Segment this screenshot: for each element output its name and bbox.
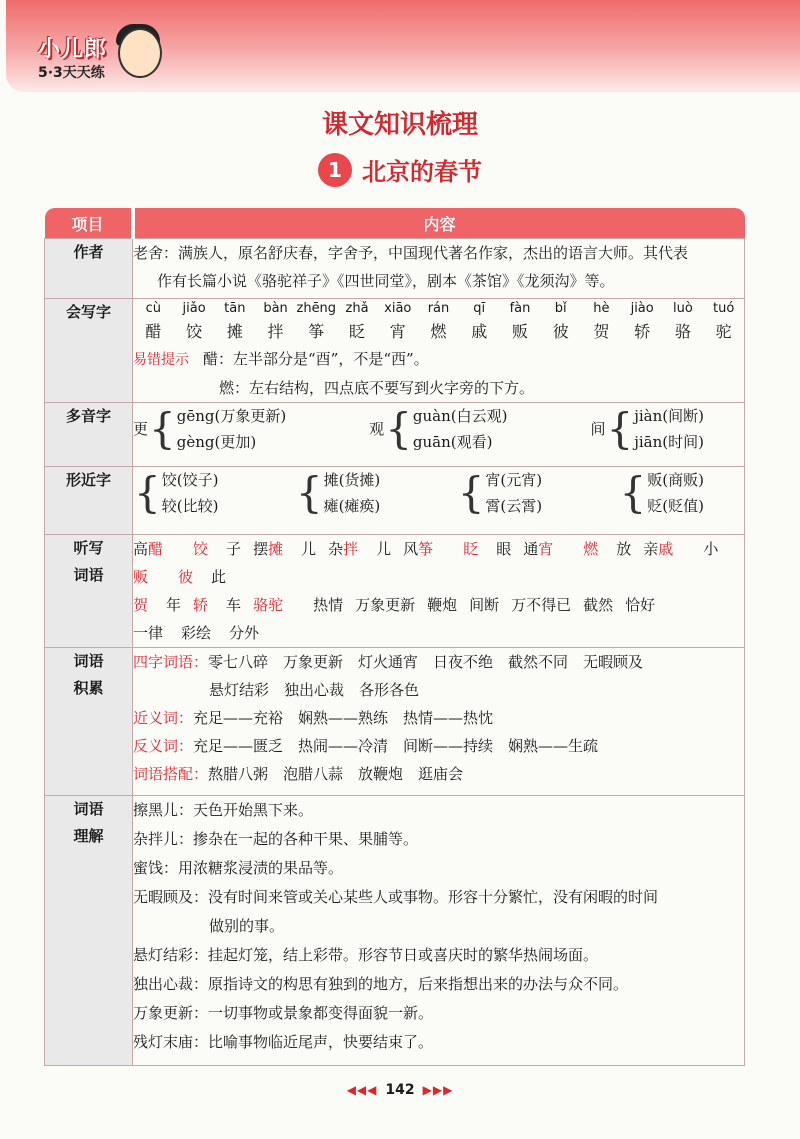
poly-group	[133, 403, 286, 455]
listen-char-highlight: 筝	[418, 540, 434, 558]
brace-icon: {	[619, 468, 647, 517]
four-text: 零七八碎 万象更新 灯火通宵 日夜不绝 截然不同 无暇顾及	[208, 653, 644, 671]
char-pinyin: rán	[427, 301, 450, 316]
char-hanzi: 摊	[226, 322, 243, 341]
similar-pair	[647, 467, 704, 519]
char-pinyin: xiāo	[384, 301, 412, 316]
label-line: 词语	[73, 800, 104, 818]
char-cell	[377, 299, 418, 345]
char-pinyin: zhǎ	[345, 301, 369, 316]
char-cell	[540, 299, 581, 345]
knowledge-table	[44, 208, 745, 1066]
char-cell	[255, 299, 296, 345]
char-hanzi: 眨	[349, 322, 366, 341]
brand-logo	[30, 26, 160, 86]
char-pinyin: hè	[593, 301, 610, 316]
similar-content	[133, 467, 745, 535]
author-line: 老舍：满族人，原名舒庆春，字舍予，中国现代著名作家，杰出的语言大师。其代表	[133, 244, 689, 262]
four-word-line	[133, 648, 744, 676]
listen-word: 摆摊 儿	[253, 540, 317, 558]
char-cell	[500, 299, 541, 345]
listen-line	[133, 619, 744, 647]
listen-char-highlight: 醋	[148, 540, 164, 558]
char-hanzi: 彼	[552, 322, 569, 341]
next-arrows-icon: ▶▶▶	[422, 1083, 454, 1097]
char-grid	[133, 299, 744, 345]
poly-char: 观	[369, 420, 385, 438]
row-label-listen	[45, 535, 133, 648]
listen-char-highlight: 贺	[133, 596, 149, 614]
logo-name: 小儿郎	[38, 37, 108, 62]
brace-icon: {	[606, 404, 634, 453]
four-label: 四字词语：	[133, 653, 209, 671]
similar-char: 贬(贬值)	[647, 497, 704, 515]
char-pinyin: tān	[224, 301, 246, 316]
poly-char: 更	[133, 420, 149, 438]
understand-content	[133, 796, 745, 1066]
hint-line: 燃：左右结构，四点底不要写到火字旁的下方。	[219, 379, 535, 397]
write-content	[133, 299, 745, 403]
header-content: 内容	[133, 208, 745, 239]
listen-word: 热情	[313, 596, 344, 614]
poly-reading: guān(观看)	[412, 433, 493, 451]
listen-word	[253, 596, 301, 614]
similar-char: 摊(货摊)	[323, 471, 381, 489]
char-cell	[174, 299, 215, 345]
label-line: 词语	[73, 566, 104, 584]
page-footer	[0, 1082, 800, 1098]
collocation-line	[133, 760, 744, 788]
understand-item: 独出心裁：原指诗文的构思有独到的地方，后来指想出来的办法与众不同。	[133, 975, 629, 993]
similar-group	[295, 467, 380, 519]
similar-char: 霄(云霄)	[485, 497, 543, 515]
listen-word: 风筝	[403, 540, 434, 558]
listen-word: 鞭炮	[427, 596, 458, 614]
char-pinyin: luò	[672, 301, 693, 316]
understand-item: 无暇顾及：没有时间来管或关心某些人或事物。形容十分繁忙，没有闲暇的时间	[133, 888, 659, 906]
char-pinyin: qī	[473, 301, 486, 316]
char-cell	[418, 299, 459, 345]
similar-pair	[485, 467, 542, 519]
poly-readings	[634, 403, 704, 455]
hint-line	[133, 345, 744, 374]
listen-char-highlight: 摊	[268, 540, 284, 558]
row-label-poly: 多音字	[45, 403, 133, 467]
poly-groups	[133, 403, 744, 455]
char-hanzi: 拌	[267, 322, 284, 341]
table-row	[45, 535, 745, 648]
mascot-face-icon	[118, 28, 162, 78]
brace-icon: {	[457, 468, 485, 517]
char-pinyin: bàn	[263, 301, 288, 316]
listen-line	[133, 591, 744, 619]
char-cell	[703, 299, 744, 345]
char-hanzi: 骆	[674, 322, 691, 341]
poly-reading: gēng(万象更新)	[176, 407, 287, 425]
author-line: 作有长篇小说《骆驼祥子》《四世同堂》，剧本《茶馆》《龙须沟》等。	[157, 272, 615, 290]
char-hanzi: 燃	[430, 322, 447, 341]
understand-item: 做别的事。	[209, 917, 285, 935]
similar-char: 瘫(瘫痪)	[323, 497, 381, 515]
char-pinyin: fàn	[509, 301, 531, 316]
char-hanzi: 筝	[308, 322, 325, 341]
poly-readings	[413, 403, 508, 455]
similar-pair	[162, 467, 219, 519]
understand-item: 万象更新：一切事物或景象都变得面貌一新。	[133, 1004, 434, 1022]
table-row	[45, 403, 745, 467]
char-hanzi: 贺	[593, 322, 610, 341]
table-row	[45, 239, 745, 299]
listen-char-highlight: 拌	[343, 540, 359, 558]
brace-icon: {	[295, 468, 323, 517]
poly-reading: jiān(时间)	[634, 433, 704, 451]
row-label-understand	[45, 796, 133, 1066]
similar-group	[457, 467, 542, 519]
listen-content	[133, 535, 745, 648]
brace-icon: {	[134, 468, 161, 517]
label-line: 听写	[73, 539, 104, 557]
page-number: 142	[385, 1082, 415, 1098]
row-label-accumulate	[45, 648, 133, 796]
char-pinyin: cù	[145, 301, 162, 316]
similar-pair	[324, 467, 381, 519]
poly-group	[369, 403, 507, 455]
listen-char-highlight: 眨	[463, 540, 479, 558]
prev-arrows-icon: ◀◀◀	[346, 1083, 378, 1097]
listen-word: 饺 子	[193, 540, 242, 558]
poly-group	[590, 403, 704, 455]
char-hanzi: 醋	[145, 322, 162, 341]
table-header-row	[45, 208, 745, 239]
char-pinyin: bǐ	[554, 301, 567, 316]
char-pinyin: jiào	[630, 301, 654, 316]
listen-word: 恰好	[625, 596, 656, 614]
listen-word: 间断	[469, 596, 500, 614]
lesson-heading	[0, 152, 800, 187]
page-title: 课文知识梳理	[321, 110, 478, 140]
hint-text: 醋：左半部分是“酉”，不是“西”。	[203, 350, 429, 368]
similar-char: 宵(元宵)	[485, 471, 543, 489]
similar-char: 饺(饺子)	[161, 471, 219, 489]
understand-item: 擦黑儿：天色开始黑下来。	[133, 801, 314, 819]
table-row	[45, 467, 745, 535]
similar-char: 贩(商贩)	[647, 471, 704, 489]
listen-word: 万不得已	[511, 596, 572, 614]
label-line: 理解	[73, 827, 104, 845]
listen-char-highlight: 戚	[658, 540, 674, 558]
char-pinyin: jiǎo	[182, 301, 206, 316]
antonym-line	[133, 732, 744, 760]
poly-readings	[177, 403, 286, 455]
hint-label: 易错提示	[133, 352, 189, 368]
listen-word: 燃 放	[583, 540, 632, 558]
table-row	[45, 796, 745, 1066]
similar-group	[133, 467, 218, 519]
antonym-label: 反义词：	[133, 737, 194, 755]
row-label-similar: 形近字	[45, 467, 133, 535]
antonym-text: 充足——匮乏 热闹——冷清 间断——持续 娴熟——生疏	[193, 737, 599, 755]
header-item: 项目	[45, 208, 133, 239]
label-line: 积累	[73, 679, 104, 697]
listen-word: 贺 年	[133, 596, 182, 614]
listen-word: 万象更新	[355, 596, 416, 614]
synonym-label: 近义词：	[133, 709, 194, 727]
author-content	[133, 239, 745, 299]
table-row	[45, 648, 745, 796]
poly-content	[133, 403, 745, 467]
char-cell	[622, 299, 663, 345]
logo-subtitle: 5·3天天练	[38, 65, 105, 81]
listen-word: 截然	[583, 596, 614, 614]
char-pinyin: zhēng	[296, 301, 337, 316]
listen-word: 彼 此	[178, 568, 227, 586]
brace-icon: {	[149, 404, 176, 453]
char-pinyin: tuó	[712, 301, 735, 316]
poly-reading: gèng(更加)	[176, 433, 257, 451]
char-hanzi: 宵	[389, 322, 406, 341]
row-label-write: 会写字	[45, 299, 133, 403]
char-hanzi: 轿	[634, 322, 651, 341]
listen-char-highlight: 燃	[583, 540, 599, 558]
table-row	[45, 299, 745, 403]
char-cell	[459, 299, 500, 345]
listen-word: 亲戚	[643, 540, 674, 558]
understand-item: 蜜饯：用浓糖浆浸渍的果品等。	[133, 859, 344, 877]
similar-groups	[133, 467, 744, 519]
char-cell	[214, 299, 255, 345]
brace-icon: {	[385, 404, 412, 453]
listen-char-highlight: 彼	[178, 568, 194, 586]
poly-reading: guàn(白云观)	[412, 407, 508, 425]
listen-word: 眨 眼	[463, 540, 512, 558]
char-cell	[337, 299, 378, 345]
listen-char-highlight: 骆驼	[253, 596, 284, 614]
char-hanzi: 戚	[471, 322, 488, 341]
accumulate-content	[133, 648, 745, 796]
listen-word: 通宵	[523, 540, 554, 558]
synonym-text: 充足——充裕 娴熟——熟练 热情——热忱	[193, 709, 494, 727]
char-cell	[133, 299, 174, 345]
similar-char: 较(比较)	[161, 497, 219, 515]
poly-reading: jiàn(间断)	[634, 407, 704, 425]
four-word-line: 悬灯结彩 独出心裁 各形各色	[209, 681, 420, 699]
understand-item: 悬灯结彩：挂起灯笼，结上彩带。形容节日或喜庆时的繁华热闹场面。	[133, 946, 599, 964]
char-hanzi: 饺	[186, 322, 203, 341]
listen-word: 高醋	[133, 540, 164, 558]
char-cell	[581, 299, 622, 345]
understand-item: 杂拌儿：掺杂在一起的各种干果、果脯等。	[133, 830, 419, 848]
collocation-label: 词语搭配：	[133, 765, 209, 783]
char-hanzi: 贩	[511, 322, 528, 341]
understand-item: 残灯末庙：比喻事物临近尾声，快要结束了。	[133, 1033, 434, 1051]
synonym-line	[133, 704, 744, 732]
lesson-title: 北京的春节	[362, 158, 482, 186]
char-hanzi: 驼	[715, 322, 732, 341]
char-cell	[296, 299, 337, 345]
listen-char-highlight: 宵	[538, 540, 554, 558]
collocation-text: 熬腊八粥 泡腊八蒜 放鞭炮 逛庙会	[208, 765, 464, 783]
listen-word: 一律	[133, 624, 164, 642]
char-cell	[663, 299, 704, 345]
listen-char-highlight: 贩	[133, 568, 149, 586]
label-line: 词语	[73, 652, 104, 670]
listen-word: 轿 车	[193, 596, 242, 614]
listen-word: 分外	[229, 624, 260, 642]
listen-word: 小贩	[133, 540, 719, 586]
listen-char-highlight: 饺	[193, 540, 209, 558]
row-label-author: 作者	[45, 239, 133, 299]
listen-line	[133, 535, 744, 591]
listen-word: 彩绘	[181, 624, 212, 642]
listen-char-highlight: 轿	[193, 596, 209, 614]
poly-char: 间	[590, 420, 606, 438]
listen-word: 杂拌 儿	[328, 540, 392, 558]
similar-group	[619, 467, 704, 519]
lesson-number-badge: 1	[318, 153, 352, 187]
